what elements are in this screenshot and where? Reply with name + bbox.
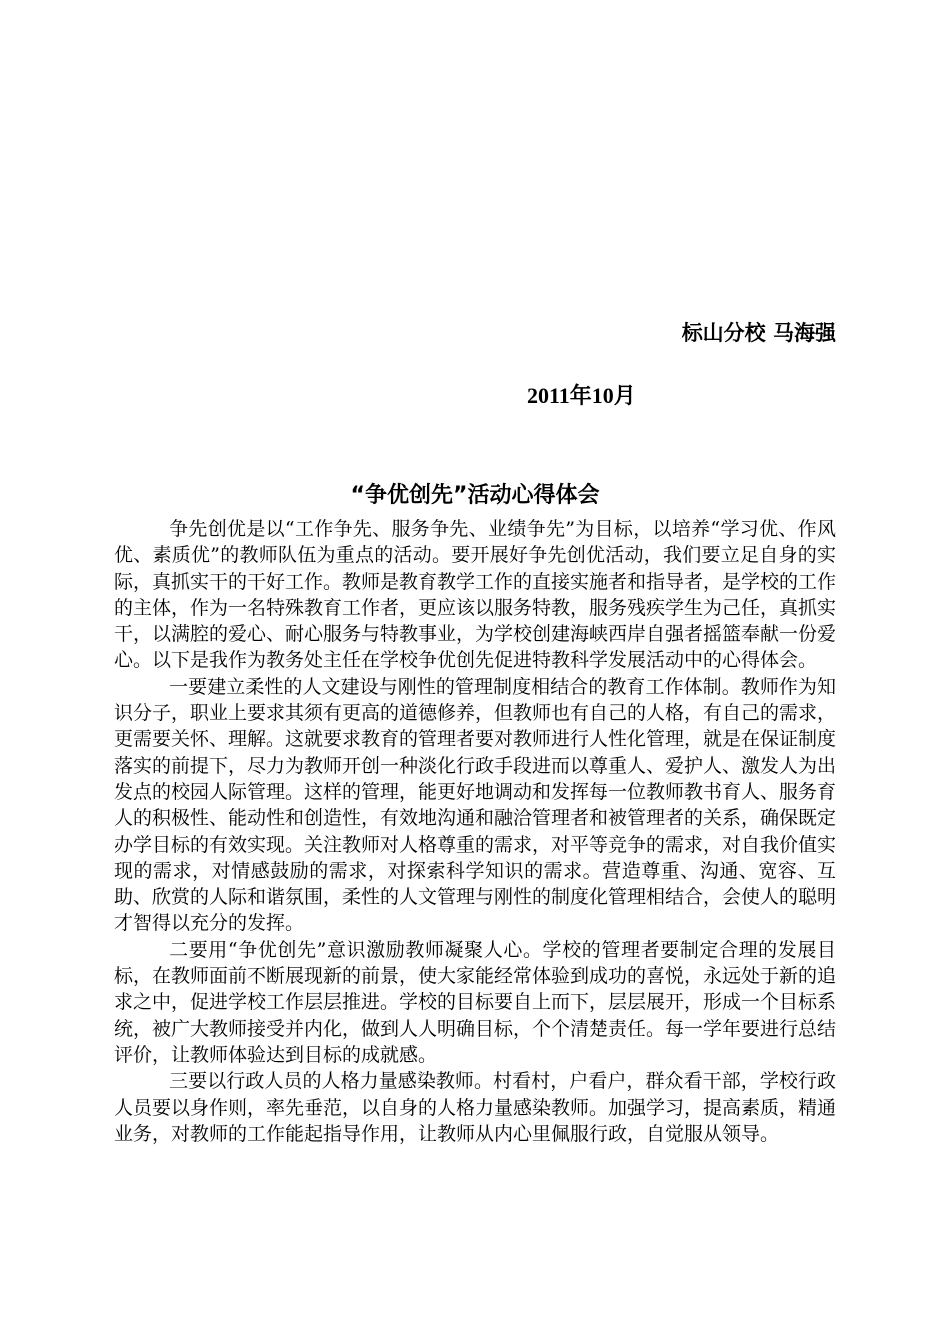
author-line: 标山分校 马海强 xyxy=(681,321,836,345)
paragraph-point-one: 一要建立柔性的人文建设与刚性的管理制度相结合的教育工作体制。教师作为知识分子，职业上要求其须有更高的道德修养，但教师也有自己的人格，有自己的需求，更需要关怀、理解。这就要求教育的管理者要对教师进行人性化管理，就是在保证制度落实的前提下，尽力为教师开创一种淡化行政手段进而以尊重人、爱护人、激发人为出发点的校园人际管理。这样的管理，能更好地调动和发挥每一位教师教书育人、服务育人的积极性、能动性和创造性，有效地沟通和融洽管理者和被管理者的关系，确保既定办学目标的有效实现。关注教师对人格尊重的需求，对平等竞争的需求，对自我价值实现的需求，对情感鼓励的需求，对探索科学知识的需求。营造尊重、沟通、宽容、互助、欣赏的人际和谐氛围，柔性的人文管理与刚性的制度化管理相结合，会使人的聪明才智得以充分的发挥。 xyxy=(114,675,837,935)
document-body xyxy=(114,516,836,1147)
paragraph-point-two: 二要用“争优创先”意识激励教师凝聚人心。学校的管理者要制定合理的发展目标，在教师面前不断展现新的前景，使大家能经常体验到成功的喜悦，永远处于新的追求之中，促进学校工作层层推进。学校的目标要自上而下，层层展开，形成一个目标系统，被广大教师接受并内化，做到人人明确目标，个个清楚责任。每一学年要进行总结评价，让教师体验达到目标的成就感。 xyxy=(114,938,837,1066)
document-title: “争优创先”活动心得体会 xyxy=(350,483,600,508)
paragraph-intro: 争先创优是以“工作争先、服务争先、业绩争先”为目标，以培养“学习优、作风优、素质优”的教师队伍为重点的活动。要开展好争先创优活动，我们要立足自身的实际，真抓实干的干好工作。教师是教育教学工作的直接实施者和指导者，是学校的工作的主体，作为一名特殊教育工作者，更应该以服务特教，服务残疾学生为己任，真抓实干，以满腔的爱心、耐心服务与特教事业，为学校创建海峡西岸自强者摇篮奉献一份爱心。以下是我作为教务处主任在学校争优创先促进特教科学发展活动中的心得体会。 xyxy=(114,518,837,672)
date-line: 2011年10月 xyxy=(527,383,636,408)
paragraph-point-three: 三要以行政人员的人格力量感染教师。村看村，户看户，群众看干部，学校行政人员要以身作则，率先垂范，以自身的人格力量感染教师。加强学习，提高素质，精通业务，对教师的工作能起指导作用，让教师从内心里佩服行政，自觉服从领导。 xyxy=(114,1070,837,1145)
